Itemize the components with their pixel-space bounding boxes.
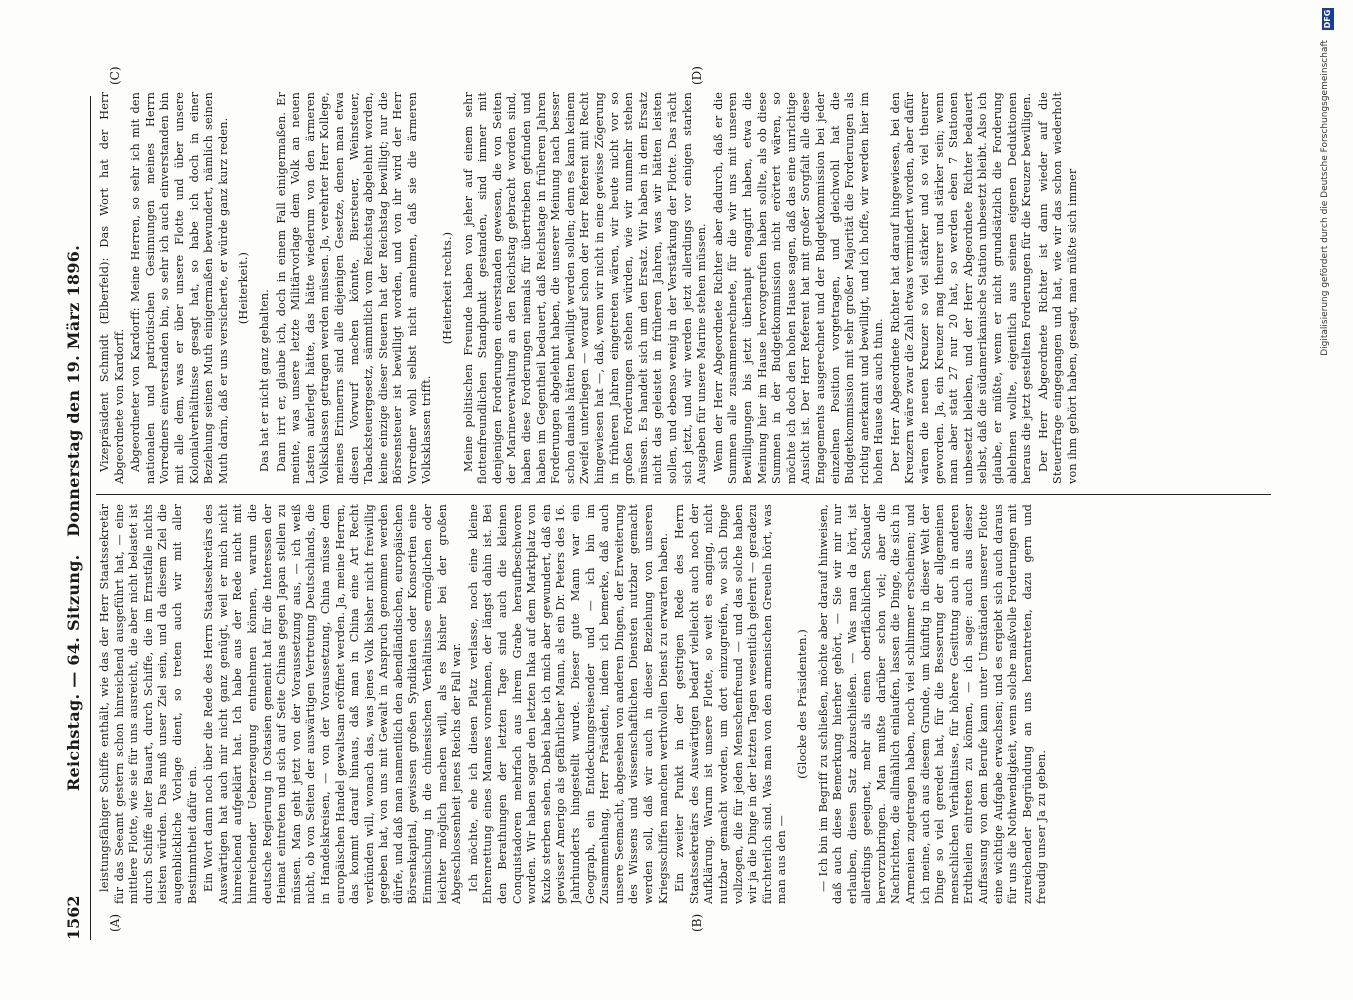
dfg-logo: DFG (1323, 9, 1332, 29)
stage-direction: (Glocke des Präsidenten.) (795, 629, 809, 779)
stage-direction: (Heiterkeit rechts.) (441, 231, 455, 345)
paragraph: Das hat er nicht ganz gehalten. (257, 289, 271, 472)
right-column (98, 92, 1273, 484)
paragraph: Ein zweiter Punkt in der gestrigen Rede des Herrn Staatssekretärs des Auswärtigen bedarf vielleicht auch noch der Aufklärung. Warum ist unsere Flotte, so weit es anging, nicht nutzbar gemacht worden, um dort einzugreifen, wo sich Dinge vollzogen, die für jeden Menschenfreund — und das solche haben wir ja die Dinge in der letzten Tagen wesentlich gelernt — geradezu fürchterlich sind. Was man von den armenischen Greueln hört, was man aus den — (673, 504, 789, 904)
paragraph: Abgeordneter von Kardorff: Meine Herren, so sehr ich mit den nationalen und patriotischen Gesinnungen meines Herrn Vorredners einverstanden bin, so sehr ich auch einverstanden bin mit alle dem, was er über unsere Flotte und über unsere Kolonialverhältnisse gesagt hat, so habe ich doch in einer Beziehung seinen Muth einigermaßen bewundert, nämlich seinen Muth darin, daß er uns versicherte, er würde ganz kurz reden. (129, 92, 230, 484)
paragraph: Dann irrt er, glaube ich, doch in einem Fall einigermaßen. Er meinte, was unsere letzte Militärvorlage dem Volk an neuen Lasten auferlegt hätte, das hätte wiederum von den ärmeren Volksklassen getragen werden müssen. Ja, verehrter Herr Kollege, meines Erinnerns sind alle diejenigen Gesetze, denen man etwa diesen Vorwurf machen könnte, Biersteuer, Weinsteuer, Tabacksteuergesetz, sämmtlich vom Reichstag abgelehnt worden, keine einzige dieser Steuern hat der Reichstag bewilligt; nur die Börsensteuer ist bewilligt worden, und von ihr wird der Herr Vorredner wohl selbst nicht annehmen, daß sie die ärmeren Volksklassen trifft. (274, 92, 434, 484)
paragraph: Der Herr Abgeordnete Richter hat darauf hingewiesen, bei den Kreuzern wäre zwar die Zahl etwas vermindert worden, aber dafür wären die neuen Kreuzer so viel stärker und so viel theurer geworden. Ja, ein Kreuzer mag theurer und stärker sein; wenn man aber statt 27 nur 20 hat, so werden eben 7 Stationen unbesetzt bleiben, und der Herr Abgeordnete Richter bedauert selbst, daß die südamerikanische Station unbesetzt bleibt. Also ich glaube, er müßte, wenn er nicht grundsätzlich die Forderung ablehnen wollte, eigentlich aus seinen eigenen Deduktionen heraus die jetzt gestellten Forderungen für die Kreuzer bewilligen. (888, 92, 1034, 484)
paragraph: leistungsfähiger Schiffe enthält, wie das der Herr Staatssekretär für das Seeamt gestern schon hinreichend ausgeführt hat, — eine mittlere Flotte, wie sie für uns ausreicht, die aber nicht belastet ist durch Schiffe alter Bauart, durch Schiffe, die im Ernstfalle nichts leisten würden. Das muß unser Ziel sein, und da diesem Ziel die augenblickliche Vorlage dient, so treten auch wir mit aller Bestimmtheit dafür ein. (98, 504, 199, 904)
session-title: Reichstag. — 64. Sitzung. (64, 554, 83, 792)
paragraph: Der Herr Abgeordnete Richter ist dann wieder auf die Steuerfrage eingegangen und hat, wie wir das schon wiederholt von ihm gehört haben, gesagt, man müßte sich immer (1036, 92, 1079, 484)
digitization-credit: Digitalisierung gefördert durch die Deutsche Forschungsgemeinschaft (1320, 40, 1330, 356)
page-number: 1562 (64, 895, 83, 940)
running-title (64, 216, 83, 820)
left-column (98, 504, 1273, 904)
margin-mark-a: (A) (108, 913, 122, 932)
running-header (60, 96, 91, 940)
stage-direction: (Heiterkeit.) (237, 251, 251, 325)
paragraph: Wenn der Herr Abgeordnete Richter aber dadurch, daß er die Summen alle zusammenrechnete, für die wir uns mit unseren Bewilligungen bis jetzt überhaupt engagirt haben, etwa die Meinung hier im Hause hervorgerufen haben sollte, als ob diese Summen in der Budgetkommission nicht erörtert wären, so möchte ich doch den hohen Hause sagen, daß das eine unrichtige Ansicht ist. Der Herr Referent hat mit großer Sorgfalt alle diese Engagements ausgerechnet und der Budgetkommission bei jeder einzelnen Position vorgetragen, und gleichwohl hat die Budgetkommission mit sehr großer Majorität die Forderungen als richtig anerkannt und bewilligt, und ich hoffe, wir werden hier im hohen Hause das auch thun. (711, 92, 886, 484)
paragraph: — Ich bin im Begriff zu schließen, möchte aber darauf hinweisen, daß auch diese Bemerkung hierher gehört, — Sie wir mir nur erlauben, diesen Satz abzuschließen. — Was man da hört, ist allerdings geeignet, mehr als einen oberflächlichen Schauder hervorzubringen. Man mußte darüber schon viel; aber die Nachrichten, die allmählich einlaufen, lassen die Dinge, die sich in Armenien zugetragen haben, noch viel schlimmer erscheinen; und ich meine, auch aus diesem Grunde, um künftig in dieser Welt der Dinge so viel geredet hat, für die Besserung der allgemeinen menschlichen Verhältnisse, für höhere Gesittung auch in anderen Erdtheilen eintreten zu können, — ich sage: auch aus dieser Auffassung von dem Berufe kann unter Umständen unserer Flotte eine wichtige Aufgabe erwachsen; und es ergiebt sich auch daraus für uns die Nothwendigkeit, wenn solche maßvolle Forderungen mit zureichender Begründung an uns herantreten, dazu gern und freudig unser Ja zu geben. (816, 504, 1049, 904)
paragraph: Ein Wort dann noch über die Rede des Herrn Staatssekretärs des Auswärtigen hat auch mir nicht ganz genügt, weil er mich nicht hinreichend aufgeklärt hat. Ich habe aus der Rede nicht mit hinreichender Ueberzeugung entnehmen können, warum die deutsche Regierung in Ostasien gemeint hat für die Interessen der Heimat eintreten und sich auf Seite Chinas gegen Japan stellen zu müssen. Man geht jetzt von der Voraussetzung aus, — ich weiß nicht, ob von Seiten der auswärtigen Vertretung Deutschlands, die in Handelskreisen, — von der Voraussetzung, China müsse dem europäischen Handel gewaltsam eröffnet werden. Ja, meine Herren, das kommt darauf hinaus, daß man in China eine Art Recht verkünden will, wonach das, was jenes Volk bisher nicht freiwillig gegeben hat, von uns mit Gewalt in Anspruch genommen werden dürfe, und daß man namentlich den abendländischen, europäischen Börsenkapital, gewissen großen Syndikaten oder Konsortien eine Einmischung in die chinesischen Verhältnisse ermöglichen oder leichter möglich machen will, als es bisher bei der großen Abgeschlossenheit jenes Reichs der Fall war. (202, 504, 464, 904)
column-divider (96, 494, 1271, 495)
margin-mark-b: (B) (690, 913, 704, 932)
margin-mark-c: (C) (108, 66, 122, 85)
session-date: Donnerstag den 19. März 1896. (64, 244, 83, 537)
paragraph: Vizepräsident Schmidt (Elberfeld): Das Wort hat der Herr Abgeordnete von Kardorff. (98, 92, 126, 484)
paragraph: Meine politischen Freunde haben von jeher auf einem sehr flottenfreundlichen Standpunkt gestanden, sind immer mit denjenigen Forderungen einverstanden gewesen, die von Seiten der Marineverwaltung an den Reichstag gebracht worden sind, haben diese Forderungen niemals für übertrieben gefunden und haben im Gegentheil bedauert, daß Reichstage in früheren Jahren Forderungen abgelehnt haben, die unserer Meinung nach besser schon damals hätten bewilligt werden sollen; denn es kann keinem Zweifel unterliegen — worauf schon der Herr Referent mit Recht hingewiesen hat —, daß, wenn wir nicht in eine gewisse Zögerung in früheren Jahren eingetreten wären, wir heute nicht vor so großen Forderungen stehen würden, wie wir nunmehr stehen müssen. Es handelt sich um den Ersatz. Wir haben in dem Ersatz nicht das geleistet in früheren Jahren, was wir hätten leisten sollen, und ebenso wenig in der Verstärkung der Flotte. Das rächt sich jetzt, und wir werden jetzt allerdings vor einigen starken Ausgaben für unsere Marine stehen müssen. (461, 92, 709, 484)
paragraph: Ich möchte, ehe ich diesen Platz verlasse, noch eine kleine Ehrenrettung eines Mannes vornehmen, der längst dahin ist. Bei den Berathungen der letzten Tage sind auch die kleinen Conquistadoren mehrfach aus ihrem Grabe heraufbeschworen worden. Wir haben sogar den letzten Inka auf dem Marktplatz von Kuzko sterben sehen. Dabei habe ich mich aber gewundert, daß ein gewisser Amerigo als gefährlicher Mann, als ein Dr. Peters des 16. Jahrhunderts hingestellt wurde. Dieser gute Mann war ein Geograph, ein Entdeckungsreisender und — ich bin im Zusammenhang, Herr Präsident, indem ich bemerke, daß auch unsere Seemacht, abgesehen von anderen Dingen, der Erweiterung des Wissens und wissenschaftlichen Diensten nutzbar gemacht werden soll, daß wir auch in dieser Beziehung von unseren Kriegsschiffen manchen werthvollen Dienst zu erwarten haben. (466, 504, 670, 904)
margin-mark-d: (D) (690, 66, 704, 85)
